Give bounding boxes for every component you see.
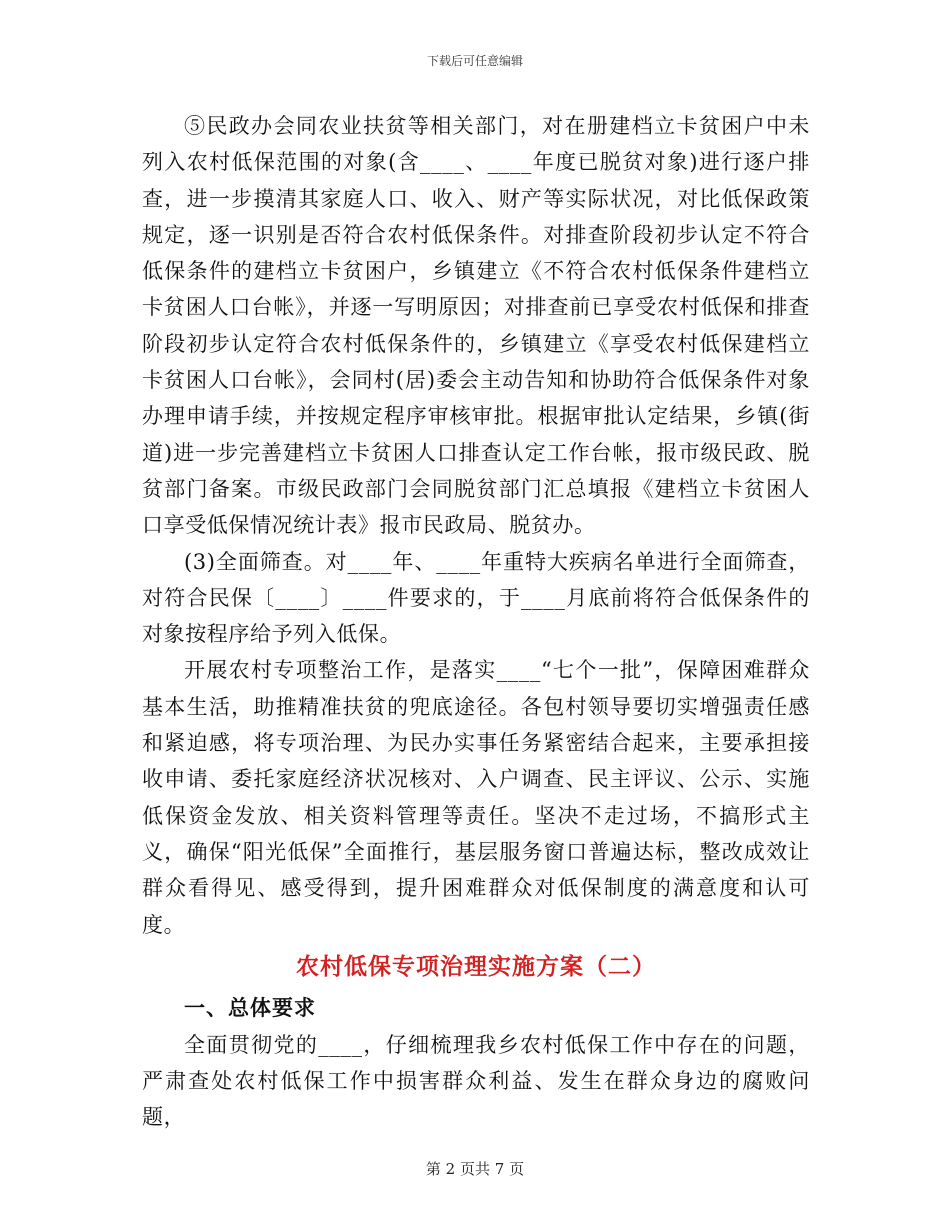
document-body xyxy=(142,108,810,1136)
paragraph-review-poor-households: ⑤民政办会同农业扶贫等相关部门，对在册建档立卡贫困户中未列入农村低保范围的对象(含____、____年度已脱贫对象)进行逐户排查，进一步摸清其家庭人口、收入、财产等实际状况，对比低保政策规定，逐一识别是否符合农村低保条件。对排查阶段初步认定不符合低保条件的建档立卡贫困户，乡镇建立《不符合农村低保条件建档立卡贫困人口台帐》，并逐一写明原因；对排查前已享受农村低保和排查阶段初步认定符合农村低保条件的，乡镇建立《享受农村低保建档立卡贫困人口台帐》，会同村(居)委会主动告知和协助符合低保条件对象办理申请手续，并按规定程序审核审批。根据审批认定结果，乡镇(街道)进一步完善建档立卡贫困人口排查认定工作台帐，报市级民政、脱贫部门备案。市级民政部门会同脱贫部门汇总填报《建档立卡贫困人口享受低保情况统计表》报市民政局、脱贫办。 xyxy=(142,114,810,538)
paragraph-full-screening: (3)全面筛查。对____年、____年重特大疾病名单进行全面筛查，对符合民保〔____〕____件要求的，于____月底前将符合低保条件的对象按程序给予列入低保。 xyxy=(142,549,810,647)
sub-heading-overall-requirements: 一、总体要求 xyxy=(184,995,316,1020)
paragraph-special-rectification: 开展农村专项整治工作，是落实____“七个一批”，保障困难群众基本生活，助推精准扶贫的兜底途径。各包村领导要切实增强责任感和紧迫感，将专项治理、为民办实事任务紧密结合起来，主要承担接收申请、委托家庭经济状况核对、入户调查、民主评议、公示、实施低保资金发放、相关资料管理等责任。坚决不走过场，不搞形式主义，确保“阳光低保”全面推行，基层服务窗口普遍达标，整改成效让群众看得见、感受得到，提升困难群众对低保制度的满意度和认可度。 xyxy=(142,658,810,937)
section-title: 农村低保专项治理实施方案（二） xyxy=(296,953,656,980)
page-number-footer: 第 2 页共 7 页 xyxy=(425,1160,525,1178)
page-header-note: 下载后可任意编辑 xyxy=(426,54,523,68)
paragraph-overall-requirements: 全面贯彻党的____，仔细梳理我乡农村低保工作中存在的问题，严肃查处农村低保工作中损害群众利益、发生在群众身边的腐败问题， xyxy=(142,1032,810,1130)
